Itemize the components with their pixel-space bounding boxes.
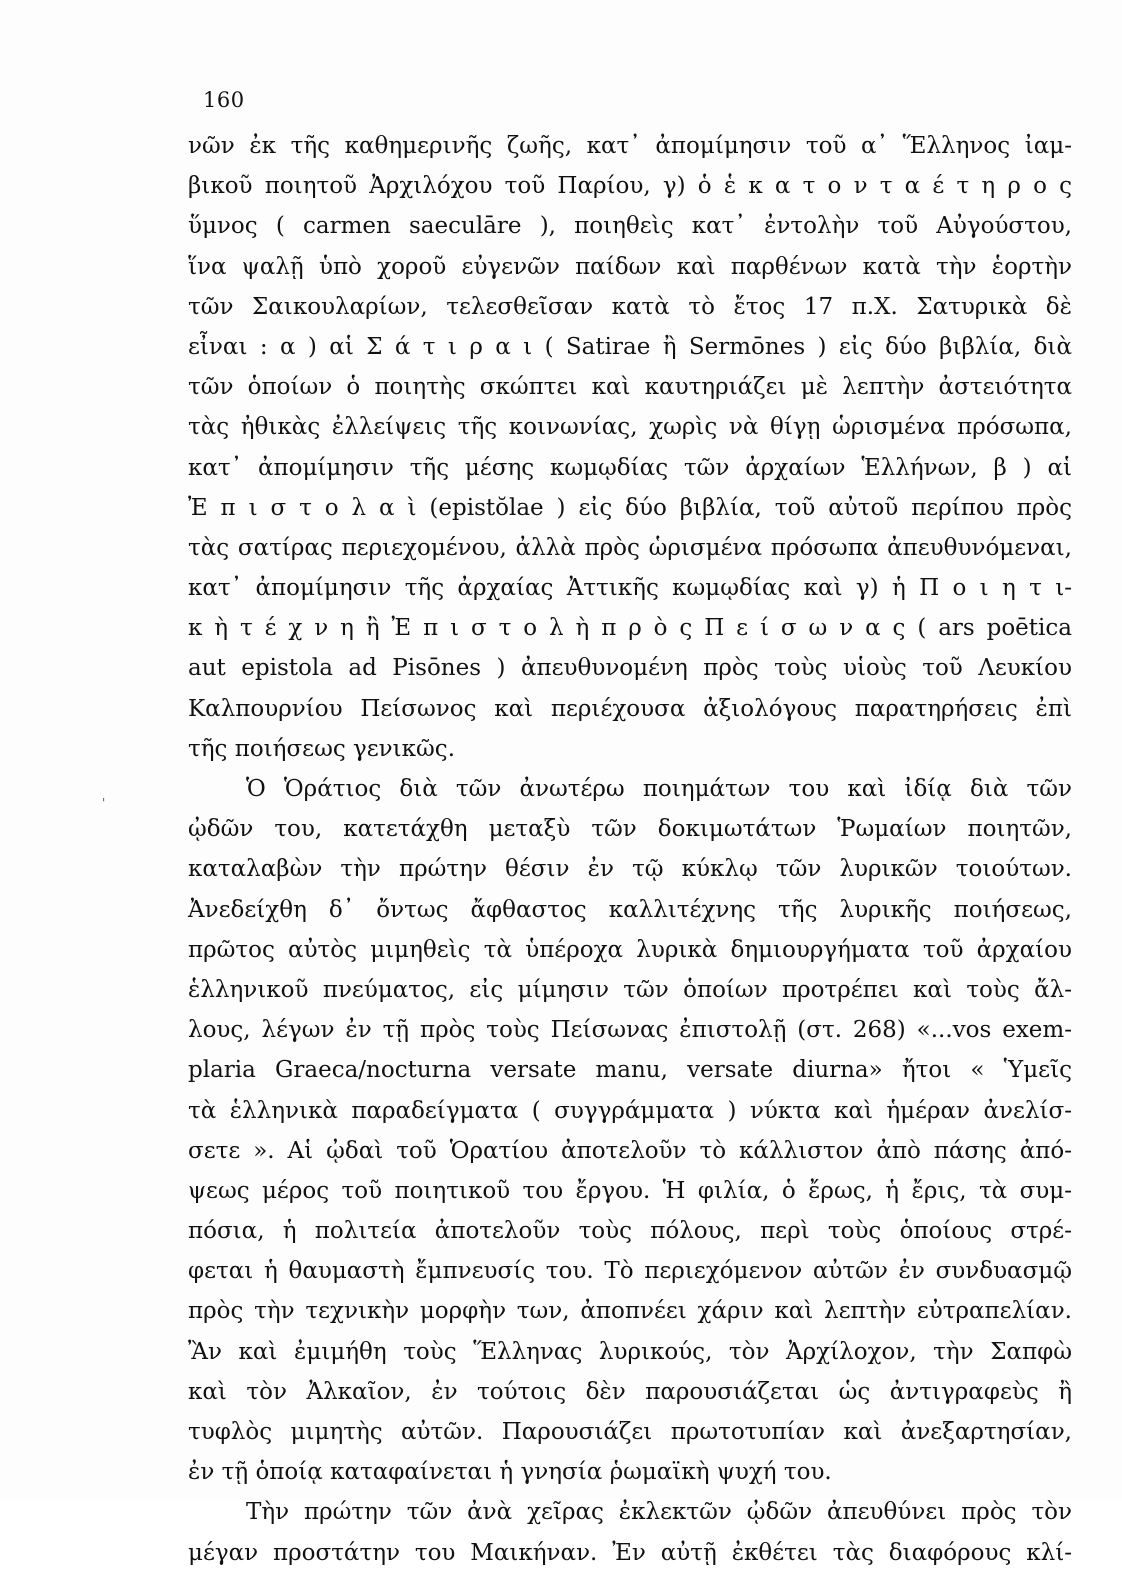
text-line: Ἐ π ι σ τ ο λ α ὶ (epistŏlae ) εἰς δύο βιβλία, τοῦ αὐτοῦ περίπου πρὸς [188, 494, 1072, 521]
text-line: καὶ τὸν Ἀλκαῖον, ἐν τούτοις δὲν παρουσιάζεται ὡς ἀντιγραφεὺς ἢ [188, 1378, 1072, 1405]
text-line: Ὁ Ὁράτιος διὰ τῶν ἀνωτέρω ποιημάτων του καὶ ἰδίᾳ διὰ τῶν [246, 776, 1072, 802]
text-line: ὕμνος ( carmen saeculāre ), ποιηθεὶς κατ᾽ ἐντολὴν τοῦ Αὐγούστου, [188, 213, 1072, 240]
text-line: ἵνα ψαλῇ ὑπὸ χοροῦ εὐγενῶν παίδων καὶ παρθένων κατὰ τὴν ἑορτὴν [188, 253, 1072, 280]
text-line: Καλπουρνίου Πείσωνος καὶ περιέχουσα ἀξιολόγους παρατηρήσεις ἐπὶ [188, 695, 1072, 722]
text-line: plaria Graeca/nocturna versate manu, versate diurna» ἤτοι « Ὑμεῖς [188, 1057, 1072, 1084]
text-line: καταλαβὼν τὴν πρώτην θέσιν ἐν τῷ κύκλῳ τῶν λυρικῶν τοιούτων. [188, 856, 1072, 883]
text-line: aut epistola ad Pisōnes ) ἀπευθυνομένη πρὸς τοὺς υἱοὺς τοῦ Λευκίου [188, 655, 1072, 682]
text-line: ἐν τῇ ὁποίᾳ καταφαίνεται ἡ γνησία ῥωμαϊκὴ ψυχή του. [188, 1459, 832, 1486]
text-line: πρῶτος αὐτὸς μιμηθεὶς τὰ ὑπέροχα λυρικὰ δημιουργήματα τοῦ ἀρχαίου [188, 936, 1072, 963]
text-line: ψεως μέρος τοῦ ποιητικοῦ του ἔργου. Ἡ φιλία, ὁ ἔρως, ἡ ἔρις, τὰ συμ- [188, 1177, 1072, 1204]
body-text [188, 126, 1072, 1573]
text-line: ἑλληνικοῦ πνεύματος, εἰς μίμησιν τῶν ὁποίων προτρέπει καὶ τοὺς ἄλ- [188, 976, 1072, 1003]
text-line: τὰ ἑλληνικὰ παραδείγματα ( συγγράμματα ) νύκτα καὶ ἡμέραν ἀνελίσ- [188, 1097, 1072, 1124]
text-line: Τὴν πρώτην τῶν ἀνὰ χεῖρας ἐκλεκτῶν ᾠδῶν ἀπευθύνει πρὸς τὸν [246, 1499, 1072, 1526]
text-line: τῆς ποιήσεως γενικῶς. [188, 735, 456, 762]
stray-mark: ' [102, 796, 106, 810]
text-line: πόσια, ἡ πολιτεία ἀποτελοῦν τοὺς πόλους, περὶ τοὺς ὁποίους στρέ- [188, 1218, 1072, 1245]
text-line: εἶναι : α ) αἱ Σ ά τ ι ρ α ι ( Satirae ἢ Sermōnes ) εἰς δύο βιβλία, διὰ [188, 333, 1072, 360]
text-line: κατ᾽ ἀπομίμησιν τῆς ἀρχαίας Ἀττικῆς κωμῳδίας καὶ γ) ἡ Π ο ι η τ ι- [188, 575, 1072, 602]
text-line: τυφλὸς μιμητὴς αὐτῶν. Παρουσιάζει πρωτοτυπίαν καὶ ἀνεξαρτησίαν, [188, 1419, 1072, 1445]
text-line: τὰς ἠθικὰς ἐλλείψεις τῆς κοινωνίας, χωρὶς νὰ θίγῃ ὡρισμένα πρόσωπα, [188, 414, 1072, 441]
text-line: τῶν Σαικουλαρίων, τελεσθεῖσαν κατὰ τὸ ἔτος 17 π.Χ. Σατυρικὰ δὲ [188, 293, 1072, 320]
text-line: μέγαν προστάτην του Μαικήναν. Ἐν αὐτῇ ἐκθέτει τὰς διαφόρους κλί- [188, 1539, 1072, 1566]
text-line: Ἀνεδείχθη δ᾽ ὄντως ἄφθαστος καλλιτέχνης τῆς λυρικῆς ποιήσεως, [188, 896, 1072, 923]
text-line: ᾠδῶν του, κατετάχθη μεταξὺ τῶν δοκιμωτάτων Ῥωμαίων ποιητῶν, [188, 816, 1072, 843]
page-number: 160 [203, 88, 245, 112]
paragraph-3 [188, 1492, 1072, 1572]
text-line: τὰς σατίρας περιεχομένου, ἀλλὰ πρὸς ὡρισμένα πρόσωπα ἀπευθυνόμεναι, [188, 534, 1072, 561]
text-line: κατ᾽ ἀπομίμησιν τῆς μέσης κωμῳδίας τῶν ἀρχαίων Ἑλλήνων, β ) αἱ [188, 454, 1072, 481]
text-line: τῶν ὁποίων ὁ ποιητὴς σκώπτει καὶ καυτηριάζει μὲ λεπτὴν ἀστειότητα [188, 374, 1072, 401]
text-line: λους, λέγων ἐν τῇ πρὸς τοὺς Πείσωνας ἐπιστολῇ (στ. 268) «...vos exem- [188, 1017, 1072, 1044]
paragraph-2 [188, 769, 1072, 1492]
text-line: Ἂν καὶ ἐμιμήθη τοὺς Ἕλληνας λυρικούς, τὸν Ἀρχίλοχον, τὴν Σαπφὼ [188, 1338, 1072, 1365]
text-line: σετε ». Αἱ ᾠδαὶ τοῦ Ὁρατίου ἀποτελοῦν τὸ κάλλιστον ἀπὸ πάσης ἀπό- [188, 1137, 1072, 1164]
text-line: βικοῦ ποιητοῦ Ἀρχιλόχου τοῦ Παρίου, γ) ὁ ἑ κ α τ ο ν τ α έ τ η ρ ο ς [188, 173, 1072, 200]
text-line: νῶν ἐκ τῆς καθημερινῆς ζωῆς, κατ᾽ ἀπομίμησιν τοῦ α᾽ Ἕλληνος ἰαμ- [188, 133, 1072, 159]
text-line: φεται ἡ θαυμαστὴ ἔμπνευσίς του. Τὸ περιεχόμενον αὐτῶν ἐν συνδυασμῷ [188, 1258, 1072, 1285]
text-line: πρὸς τὴν τεχνικὴν μορφὴν των, ἀποπνέει χάριν καὶ λεπτὴν εὐτραπελίαν. [188, 1298, 1072, 1325]
text-line: κ ὴ τ έ χ ν η ἢ Ἐ π ι σ τ ο λ ὴ π ρ ὸ ς Π ε ί σ ω ν α ς ( ars poētica [188, 615, 1072, 642]
paragraph-1 [188, 126, 1072, 769]
